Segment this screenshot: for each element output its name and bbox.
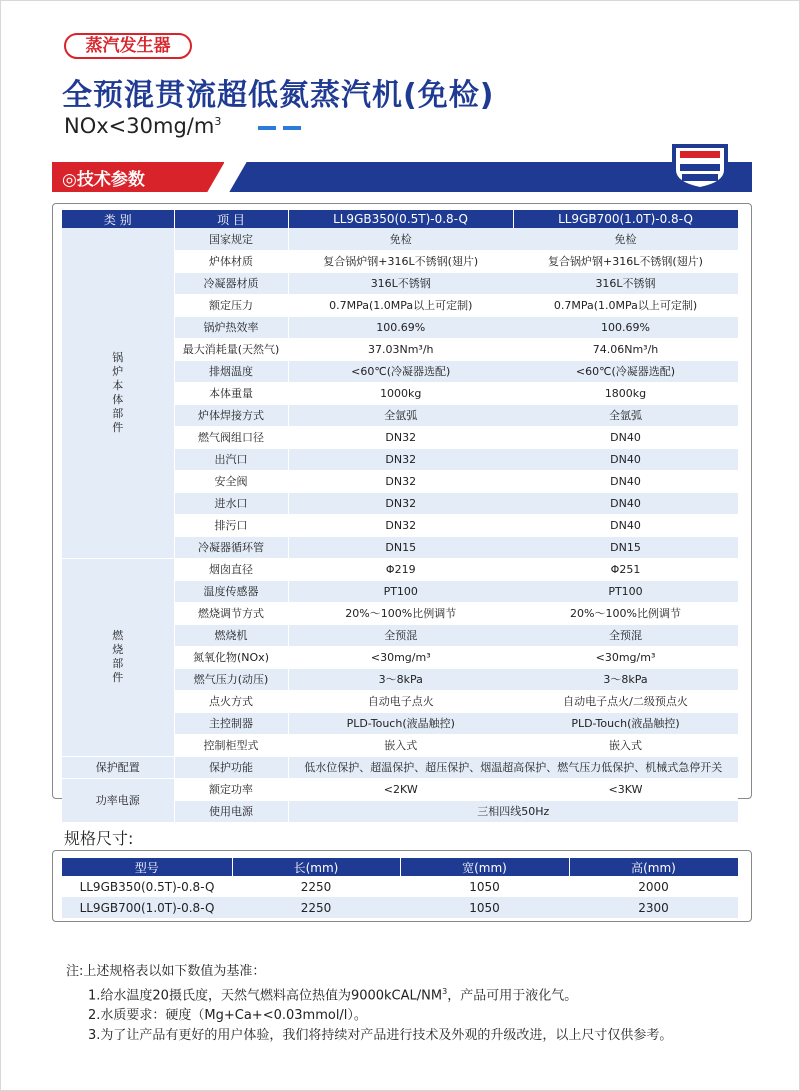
dim-header-length: 长(mm) <box>232 858 400 876</box>
spec-row <box>62 228 738 250</box>
accent-dash <box>283 126 301 130</box>
value-a-cell: DN32 <box>288 448 513 470</box>
item-cell: 国家规定 <box>174 228 288 250</box>
nox-subtitle: $NOx<30mg/m^3$ <box>64 114 222 138</box>
category-cell: 功率电源 <box>62 778 174 822</box>
item-cell: 控制柜型式 <box>174 734 288 756</box>
dimensions-cell: LL9GB350(0.5T)-0.8-Q <box>79 879 215 894</box>
item-cell: 炉体焊接方式 <box>174 404 288 426</box>
dim-header-width: 宽(mm) <box>400 858 569 876</box>
dimensions-cell: 1050 <box>469 879 500 894</box>
item-cell: 冷凝器材质 <box>174 272 288 294</box>
value-a-cell: PLD-Touch(液晶触控) <box>288 712 513 734</box>
item-cell: 排污口 <box>174 514 288 536</box>
dimensions-header-row <box>62 858 738 876</box>
value-b-cell: 20%～100%比例调节 <box>513 602 738 624</box>
category-label: 锅炉本体部件 <box>112 350 124 434</box>
value-a-cell: 37.03Nm³/h <box>288 338 513 360</box>
value-b-cell: 自动电子点火/二级预点火 <box>513 690 738 712</box>
value-a-cell: 嵌入式 <box>288 734 513 756</box>
item-cell: 温度传感器 <box>174 580 288 602</box>
dim-header-model: 型号 <box>62 858 232 876</box>
notes <box>66 962 672 1046</box>
dimensions-row <box>62 876 738 897</box>
value-a-cell: 100.69% <box>288 316 513 338</box>
note-1: 1.给水温度20摄氏度，天然气燃料高位热值为$9000kCAL/NM^3$，产品可用于液化气。 <box>88 987 578 1004</box>
category-cell: 保护配置 <box>62 756 174 778</box>
value-a-cell: DN32 <box>288 514 513 536</box>
item-cell: 排烟温度 <box>174 360 288 382</box>
dim-header-height: 高(mm) <box>569 858 738 876</box>
dimensions-cell: LL9GB700(1.0T)-0.8-Q <box>62 897 232 918</box>
dimensions-row <box>62 897 738 918</box>
item-cell: 保护功能 <box>174 756 288 778</box>
value-a-cell: DN15 <box>288 536 513 558</box>
item-cell: 燃烧机 <box>174 624 288 646</box>
item-cell: 额定功率 <box>174 778 288 800</box>
value-b-cell: 全预混 <box>513 624 738 646</box>
dimensions-title: 规格尺寸: <box>64 829 134 848</box>
power-supply-cell: 三相四线50Hz <box>288 800 738 822</box>
category-label: 燃烧部件 <box>112 629 124 684</box>
item-cell: 本体重量 <box>174 382 288 404</box>
value-b-cell: PLD-Touch(液晶触控) <box>513 712 738 734</box>
value-b-cell: DN40 <box>513 426 738 448</box>
value-b-cell: 全氩弧 <box>513 404 738 426</box>
value-a-cell: 全氩弧 <box>288 404 513 426</box>
value-a-cell: <2KW <box>288 778 513 800</box>
value-b-cell: DN40 <box>513 470 738 492</box>
value-b-cell: 100.69% <box>513 316 738 338</box>
value-b-cell: DN15 <box>513 536 738 558</box>
header-model-b: LL9GB700(1.0T)-0.8-Q <box>513 210 738 228</box>
item-cell: 出汽口 <box>174 448 288 470</box>
spec-table <box>62 210 739 823</box>
value-a-cell: DN32 <box>288 470 513 492</box>
value-b-cell: DN40 <box>513 448 738 470</box>
value-b-cell: 74.06Nm³/h <box>513 338 738 360</box>
brand-shield-icon <box>668 136 732 194</box>
value-b-cell: DN40 <box>513 492 738 514</box>
header-category: 类 别 <box>62 210 174 228</box>
spec-row <box>62 558 738 580</box>
value-a-cell: 复合锅炉钢+316L不锈钢(翅片) <box>288 250 513 272</box>
page-title: 全预混贯流超低氮蒸汽机(免检) <box>62 78 495 113</box>
protection-value-cell: 低水位保护、超温保护、超压保护、烟温超高保护、燃气压力低保护、机械式急停开关 <box>288 756 738 778</box>
value-b-cell: <60℃(冷凝器选配) <box>513 360 738 382</box>
value-a-cell: <30mg/m³ <box>288 646 513 668</box>
value-b-cell: 0.7MPa(1.0MPa以上可定制) <box>513 294 738 316</box>
value-a-cell: 免检 <box>288 228 513 250</box>
dimensions-cell: 1050 <box>400 897 569 918</box>
value-a-cell: 316L不锈钢 <box>288 272 513 294</box>
item-cell: 烟囱直径 <box>174 558 288 580</box>
dimensions-cell: 2300 <box>569 897 738 918</box>
item-cell: 炉体材质 <box>174 250 288 272</box>
note-2: 2.水质要求：硬度（Mg+Ca+<0.03mmol/l）。 <box>88 1008 367 1024</box>
spec-header-row <box>62 210 738 228</box>
dimensions-cell: 2250 <box>232 897 400 918</box>
item-cell: 锅炉热效率 <box>174 316 288 338</box>
dimensions-cell: 2250 <box>300 879 332 894</box>
value-a-cell: 自动电子点火 <box>288 690 513 712</box>
item-cell: 主控制器 <box>174 712 288 734</box>
spec-row <box>62 756 738 778</box>
header-model-a: LL9GB350(0.5T)-0.8-Q <box>288 210 513 228</box>
note-3: 3.为了让产品有更好的用户体验，我们将持续对产品进行技术及外观的升级改进，以上尺寸仅供参考。 <box>88 1028 673 1044</box>
item-cell: 额定压力 <box>174 294 288 316</box>
item-cell: 使用电源 <box>174 800 288 822</box>
value-b-cell: PT100 <box>513 580 738 602</box>
spec-row <box>62 778 738 800</box>
item-cell: 燃气压力(动压) <box>174 668 288 690</box>
value-b-cell: 嵌入式 <box>513 734 738 756</box>
value-a-cell: 全预混 <box>288 624 513 646</box>
item-cell: 点火方式 <box>174 690 288 712</box>
value-a-cell: 20%～100%比例调节 <box>288 602 513 624</box>
value-a-cell: 3～8kPa <box>288 668 513 690</box>
value-a-cell: <60℃(冷凝器选配) <box>288 360 513 382</box>
value-b-cell: DN40 <box>513 514 738 536</box>
notes-intro: 注:上述规格表以如下数值为基准： <box>66 964 266 979</box>
value-b-cell: Φ251 <box>513 558 738 580</box>
value-b-cell: 3～8kPa <box>513 668 738 690</box>
item-cell: 燃烧调节方式 <box>174 602 288 624</box>
value-a-cell: 1000kg <box>288 382 513 404</box>
item-cell: 安全阀 <box>174 470 288 492</box>
category-pill: 蒸汽发生器 <box>64 33 192 59</box>
header-item: 项 目 <box>174 210 288 228</box>
value-a-cell: 0.7MPa(1.0MPa以上可定制) <box>288 294 513 316</box>
item-cell: 冷凝器循环管 <box>174 536 288 558</box>
section-banner <box>52 162 752 192</box>
value-b-cell: 316L不锈钢 <box>513 272 738 294</box>
value-b-cell: 1800kg <box>513 382 738 404</box>
dimensions-cell: 2000 <box>638 879 669 894</box>
value-a-cell: PT100 <box>288 580 513 602</box>
value-a-cell: DN32 <box>288 492 513 514</box>
category-cell <box>62 558 174 756</box>
item-cell: 进水口 <box>174 492 288 514</box>
category-cell <box>62 228 174 558</box>
value-b-cell: <3KW <box>513 778 738 800</box>
value-b-cell: 复合锅炉钢+316L不锈钢(翅片) <box>513 250 738 272</box>
value-a-cell: Φ219 <box>288 558 513 580</box>
item-cell: 氮氧化物(NOx) <box>174 646 288 668</box>
item-cell: 最大消耗量(天然气) <box>174 338 288 360</box>
section-title: ◎技术参数 <box>62 170 145 190</box>
accent-dash <box>258 126 276 130</box>
value-a-cell: DN32 <box>288 426 513 448</box>
item-cell: 燃气阀组口径 <box>174 426 288 448</box>
value-b-cell: 免检 <box>513 228 738 250</box>
value-b-cell: <30mg/m³ <box>513 646 738 668</box>
dimensions-table <box>62 858 739 918</box>
